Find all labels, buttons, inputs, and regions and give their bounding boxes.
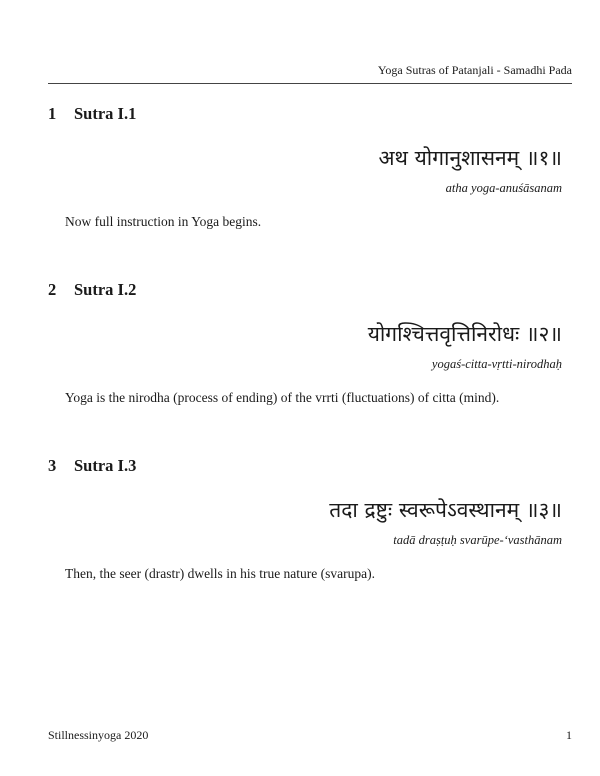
section-number: 3 — [48, 456, 57, 475]
section-sutra-3 — [48, 456, 562, 583]
section-title: Sutra I.2 — [74, 280, 137, 299]
transliteration: tadā draṣṭuḥ svarūpe-‘vasthānam — [393, 533, 562, 547]
section-sutra-2 — [48, 280, 562, 407]
running-header: Yoga Sutras of Patanjali - Samadhi Pada — [377, 63, 572, 77]
transliteration: yogaś-citta-vṛtti-nirodhaḥ — [431, 357, 562, 371]
header-rule — [48, 83, 572, 84]
section-number: 2 — [48, 280, 57, 299]
transliteration: atha yoga-anuśāsanam — [445, 181, 562, 195]
section-title: Sutra I.1 — [74, 104, 137, 123]
translation: Yoga is the nirodha (process of ending) of the vrrti (fluctuations) of citta (mind). — [65, 390, 500, 405]
section-heading — [48, 456, 562, 476]
page-number: 1 — [566, 728, 572, 742]
section-number: 1 — [48, 104, 57, 123]
section-sutra-1 — [48, 104, 562, 231]
translation: Then, the seer (drastr) dwells in his true nature (svarupa). — [65, 566, 376, 581]
footer-credit: Stillnessinyoga 2020 — [48, 728, 149, 742]
section-title: Sutra I.3 — [74, 456, 137, 475]
sanskrit-text: अथ योगानुशासनम् ॥१॥ — [378, 146, 562, 170]
sanskrit-text: तदा द्रष्टुः स्वरूपेऽवस्थानम् ॥३॥ — [329, 498, 562, 522]
sanskrit-text: योगश्चित्तवृत्तिनिरोधः ॥२॥ — [367, 322, 562, 346]
section-heading — [48, 280, 562, 300]
translation: Now full instruction in Yoga begins. — [65, 214, 262, 229]
section-heading — [48, 104, 562, 124]
